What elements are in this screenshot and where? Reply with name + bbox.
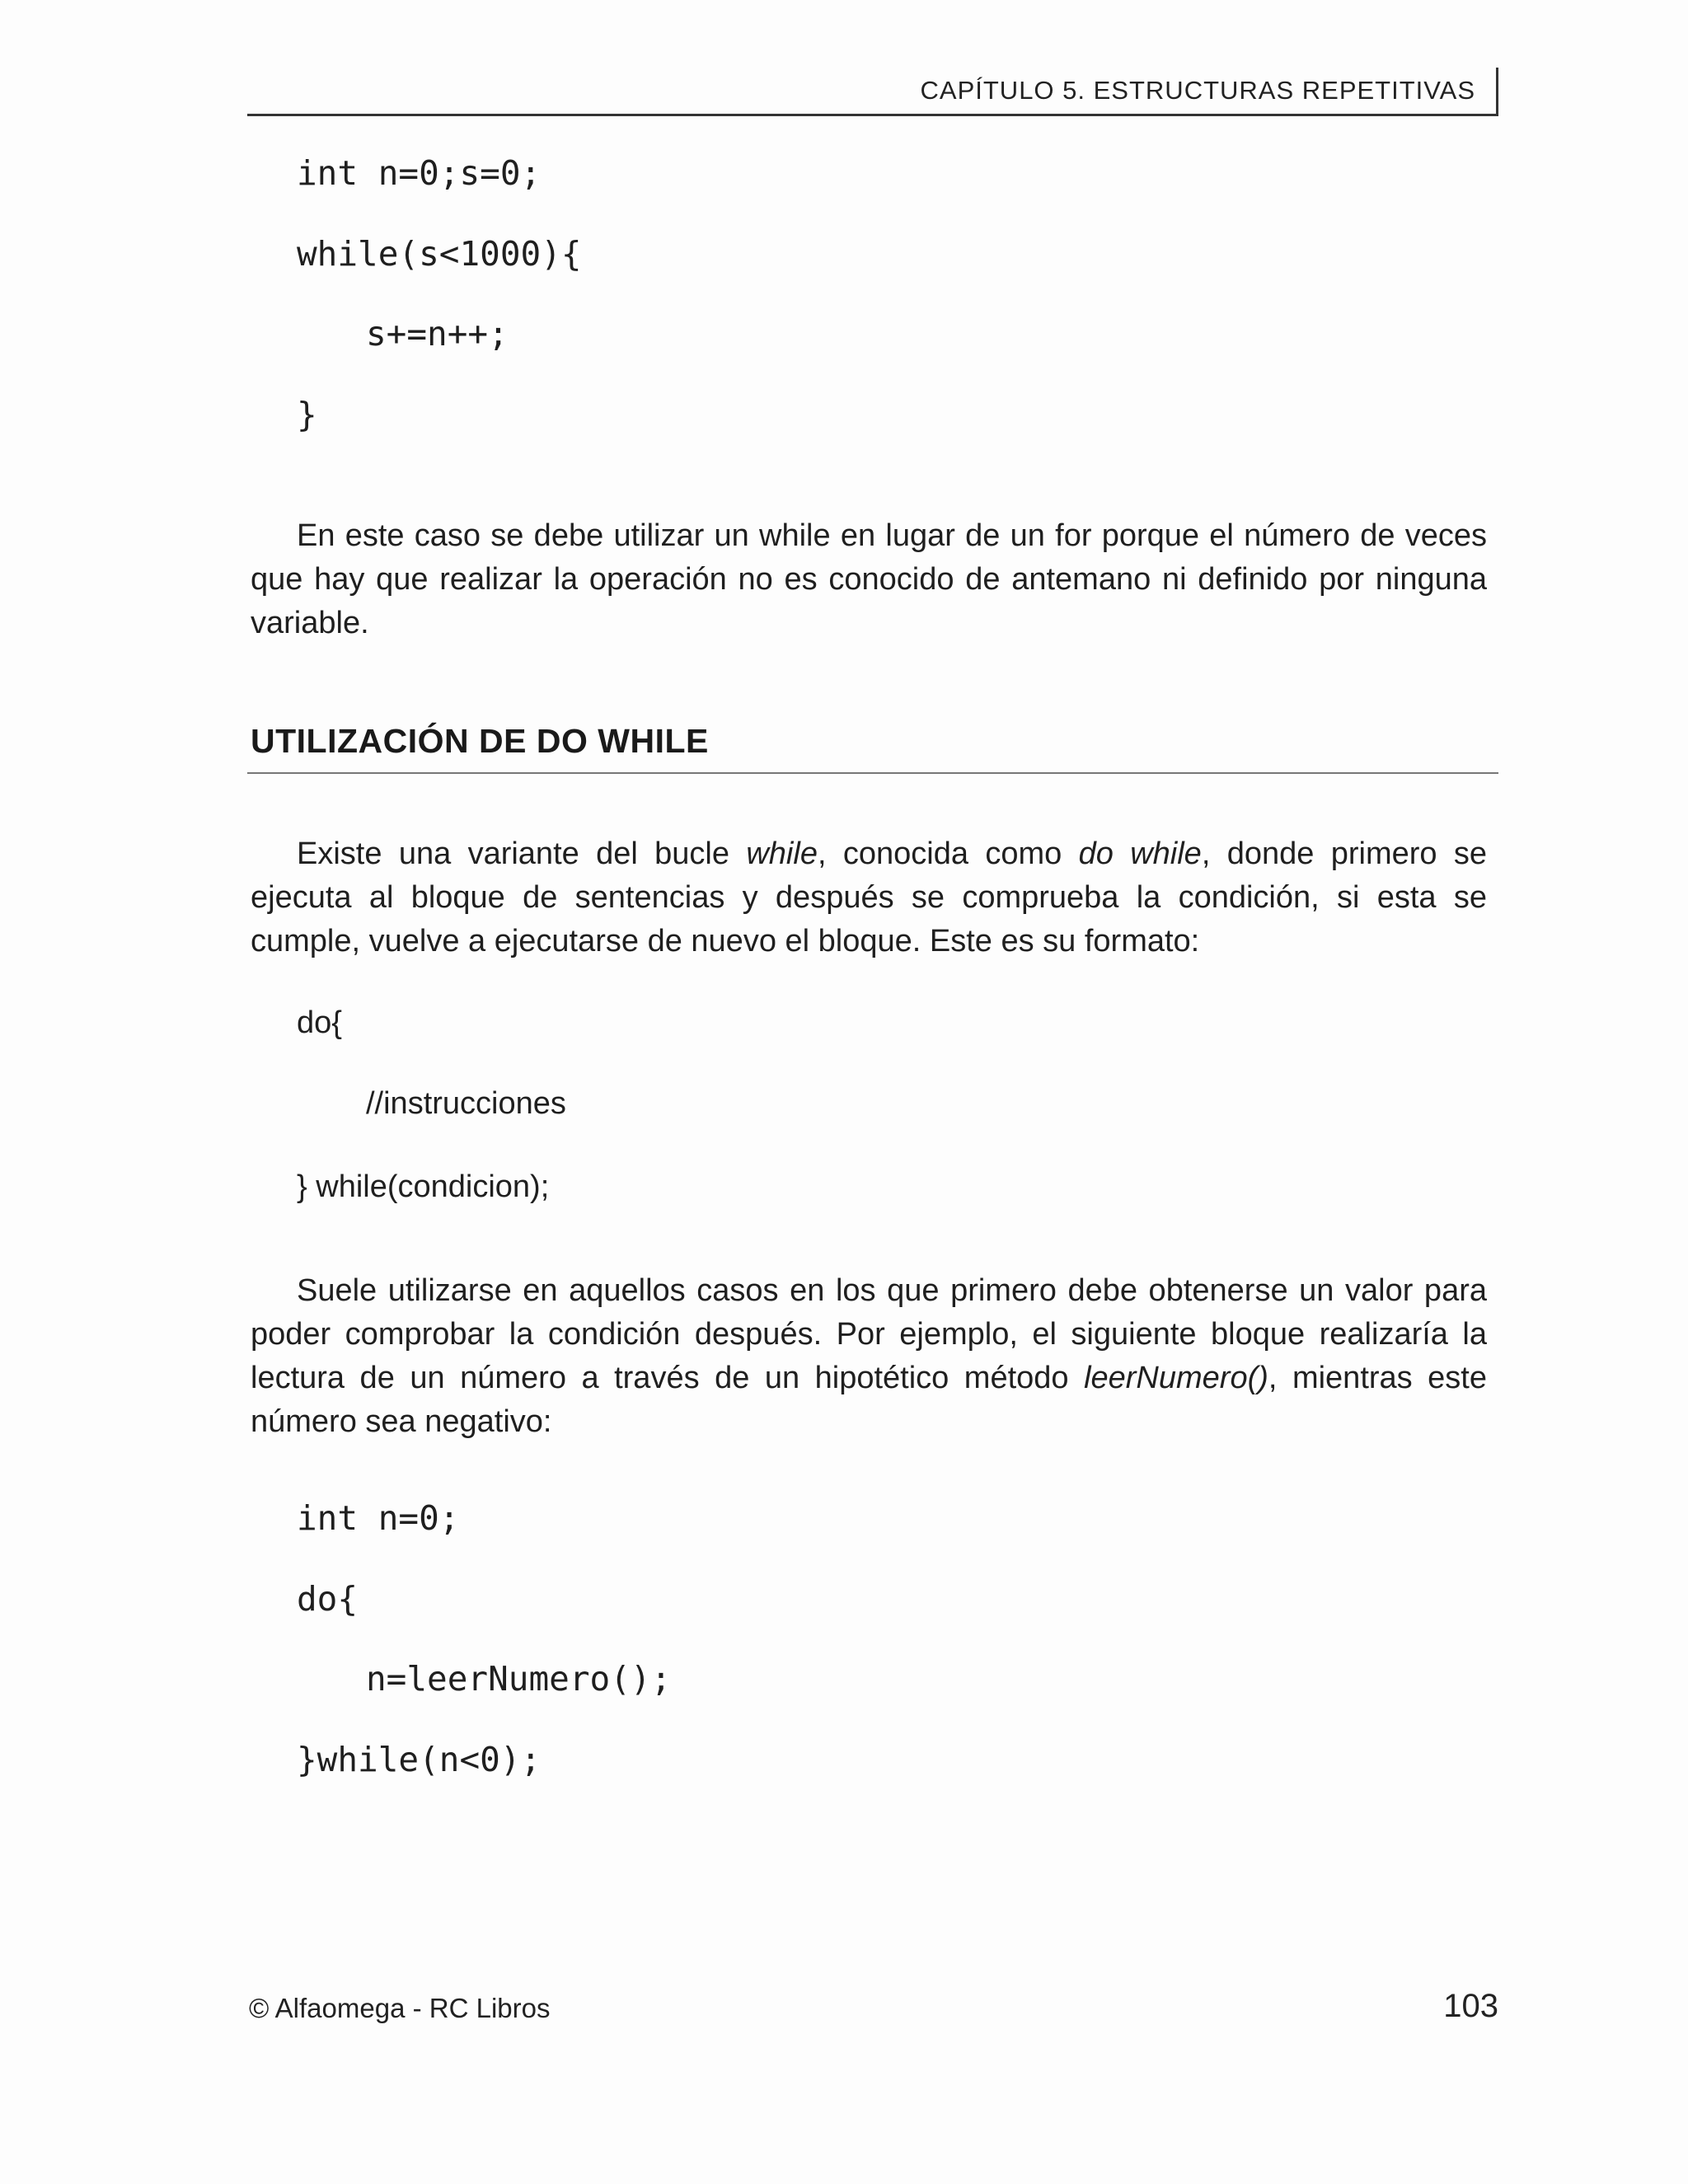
format-line: //instrucciones	[366, 1086, 566, 1121]
keyword-while: while	[746, 837, 818, 871]
code-line: s+=n++;	[366, 314, 509, 354]
header-rule	[1496, 68, 1498, 115]
chapter-title: CAPÍTULO 5. ESTRUCTURAS REPETITIVAS	[920, 76, 1475, 105]
code-line: int n=0;s=0;	[297, 153, 542, 193]
format-line: } while(condicion);	[297, 1169, 550, 1204]
code-line: }while(n<0);	[297, 1740, 542, 1779]
paragraph-while-explanation: En este caso se debe utilizar un while en lugar de un for porque el número de veces que hay que realizar la operación no es conocido de antemano ni definido por ninguna variable.	[251, 518, 1487, 640]
section-rule	[247, 772, 1498, 774]
format-line: do{	[297, 1005, 342, 1040]
footer-publisher: © Alfaomega - RC Libros	[249, 1993, 551, 2023]
running-header	[247, 68, 1498, 116]
paragraph-usage: Suele utilizarse en aquellos casos en los que primero debe obtenerse un valor para poder comprobar la condición después. Por ejemplo, el siguiente bloque realizaría la lectura de un número a través de un hipotético método leerNumero(), mientras este número sea negativo:	[251, 1273, 1487, 1439]
code-line: int n=0;	[297, 1498, 460, 1538]
code-line: while(s<1000){	[297, 234, 582, 274]
section-heading: UTILIZACIÓN DE DO WHILE	[251, 722, 709, 760]
keyword-do-while: do while	[1078, 837, 1202, 871]
code-line: }	[297, 395, 317, 434]
method-name: leerNumero()	[1084, 1361, 1268, 1395]
code-line: n=leerNumero();	[366, 1659, 672, 1699]
page-number: 103	[1443, 1988, 1498, 2024]
paragraph-do-while-intro: Existe una variante del bucle while, conocida como do while, donde primero se ejecuta al bloque de sentencias y después se comprueba la condición, si esta se cumple, vuelve a ejecutarse de nuevo el bloque. Este es su formato:	[251, 837, 1488, 958]
code-line: do{	[297, 1579, 359, 1619]
